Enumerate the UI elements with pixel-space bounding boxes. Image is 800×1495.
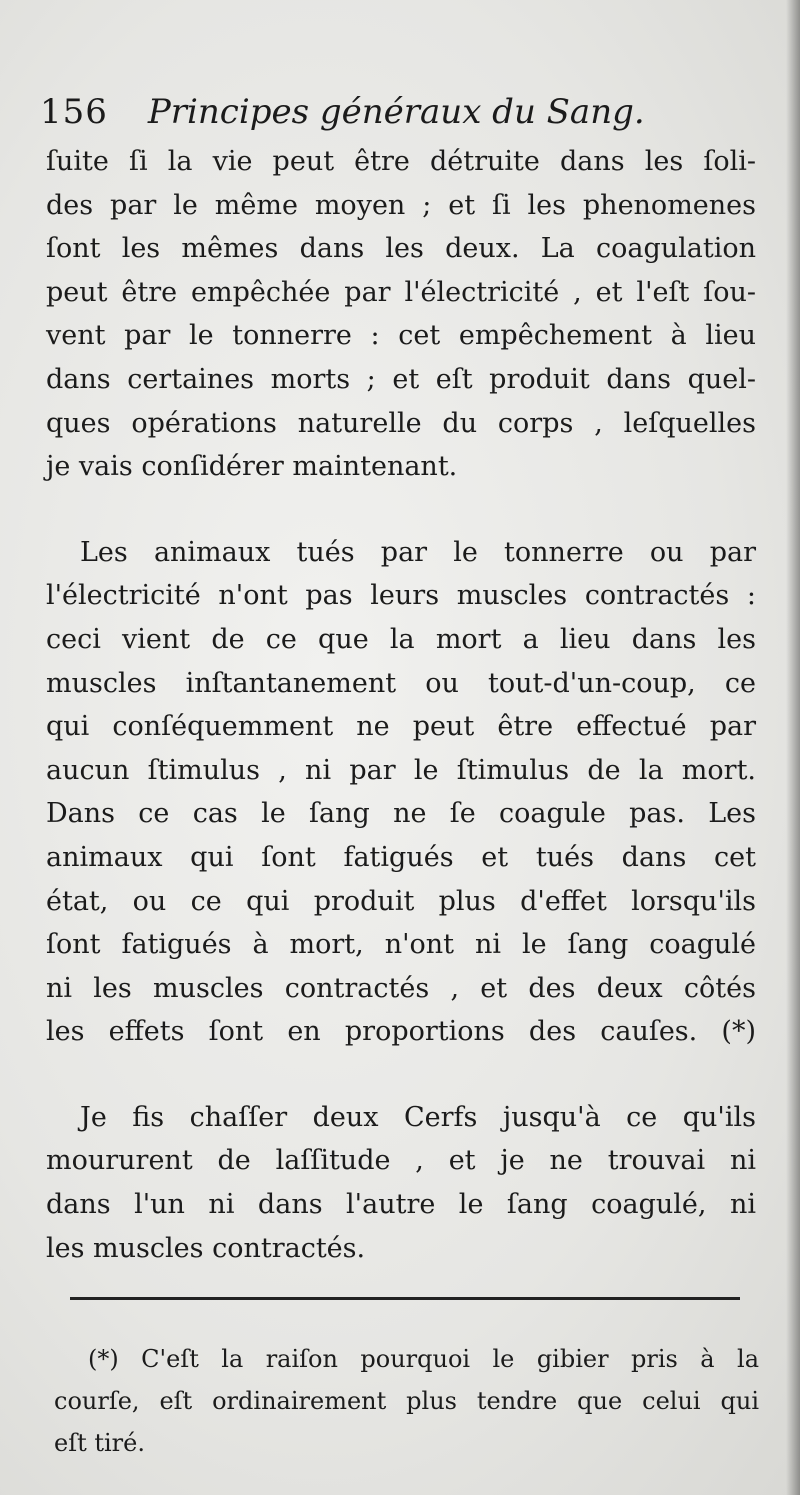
text-line: état, ou ce qui produit plus d'effet lorsqu'ils bbox=[46, 885, 756, 917]
text-line: Dans ce cas le ſang ne ſe coagule pas. Les bbox=[46, 798, 756, 830]
text-line: dans l'un ni dans l'autre le ſang coagulé, ni bbox=[46, 1189, 756, 1221]
text-line: l'électricité n'ont pas leurs muscles contractés : bbox=[46, 580, 756, 612]
paragraph bbox=[46, 1096, 756, 1270]
text-line: moururent de laſſitude , et je ne trouvai ni bbox=[46, 1145, 756, 1177]
text-line: qui conſéquemment ne peut être effectué par bbox=[46, 711, 756, 743]
page-number: 156 bbox=[40, 92, 108, 132]
running-title: Principes généraux du Sang. bbox=[147, 92, 645, 132]
text-line: vent par le tonnerre : cet empêchement à lieu bbox=[46, 320, 756, 352]
paragraph bbox=[46, 140, 756, 489]
text-line: les effets ſont en proportions des cauſes. (*) bbox=[46, 1016, 756, 1048]
page-header bbox=[40, 92, 760, 140]
footnote-line: eſt tiré. bbox=[54, 1429, 145, 1457]
text-line: ques opérations naturelle du corps , leſquelles bbox=[46, 407, 756, 439]
footnote bbox=[54, 1338, 759, 1464]
text-line: dans certaines morts ; et eſt produit dans quel- bbox=[46, 363, 756, 395]
text-line: ni les muscles contractés , et des deux côtés bbox=[46, 972, 756, 1004]
text-line: ſuite ſi la vie peut être détruite dans les ſoli- bbox=[46, 146, 756, 177]
text-line: ſont les mêmes dans les deux. La coagulation bbox=[46, 233, 756, 265]
text-line: ſont fatigués à mort, n'ont ni le ſang coagulé bbox=[46, 929, 756, 961]
text-line: ceci vient de ce que la mort a lieu dans les bbox=[46, 623, 756, 655]
footnote-line: (*) C'eſt la raiſon pourquoi le gibier pris à la bbox=[88, 1345, 759, 1373]
text-line: peut être empêchée par l'électricité , et l'eſt ſou- bbox=[46, 276, 756, 308]
footnote-line: courſe, eſt ordinairement plus tendre que celui qui bbox=[54, 1387, 759, 1415]
body-text bbox=[46, 140, 756, 1270]
text-line: des par le même moyen ; et ſi les phenomenes bbox=[46, 189, 756, 221]
text-line: Je fis chaſſer deux Cerfs jusqu'à ce qu'ils bbox=[80, 1101, 756, 1133]
text-line: les muscles contractés. bbox=[46, 1232, 366, 1264]
page-edge-shadow bbox=[786, 0, 800, 1495]
text-line: animaux qui ſont fatigués et tués dans cet bbox=[46, 841, 756, 873]
text-line: muscles inſtantanement ou tout-d'un-coup, ce bbox=[46, 667, 756, 699]
text-line: je vais conſidérer maintenant. bbox=[46, 451, 458, 483]
text-line: Les animaux tués par le tonnerre ou par bbox=[80, 536, 756, 568]
footnote-rule bbox=[70, 1297, 740, 1300]
paragraph bbox=[46, 531, 756, 1054]
text-line: aucun ſtimulus , ni par le ſtimulus de la mort. bbox=[46, 754, 756, 786]
